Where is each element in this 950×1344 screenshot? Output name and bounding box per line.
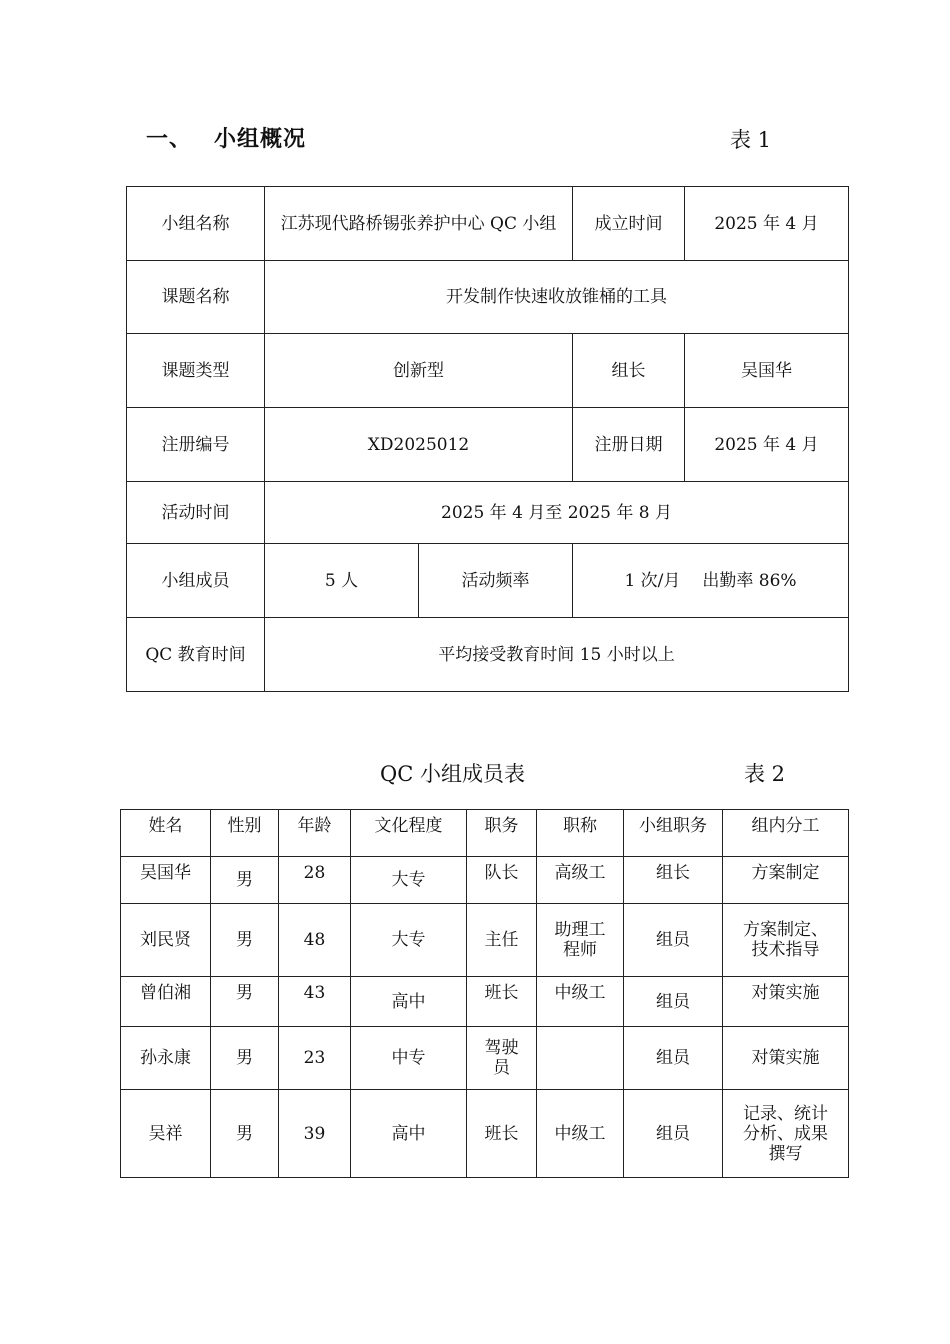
header-gender: 性别 xyxy=(211,810,279,857)
cell-duty: 对策实施 xyxy=(723,977,849,1027)
table-row xyxy=(121,857,849,904)
cell-group-role: 组员 xyxy=(624,977,723,1027)
type-value: 创新型 xyxy=(265,334,573,408)
activity-time-value: 2025 年 4 月至 2025 年 8 月 xyxy=(265,482,849,544)
cell-education: 高中 xyxy=(351,1090,467,1178)
cell-gender: 男 xyxy=(211,904,279,977)
frequency-value: 1 次/月 xyxy=(624,570,681,591)
type-label: 课题类型 xyxy=(127,334,265,408)
topic-value: 开发制作快速收放锥桶的工具 xyxy=(265,261,849,334)
topic-label: 课题名称 xyxy=(127,261,265,334)
cell-position: 驾驶员 xyxy=(467,1027,537,1090)
edu-value: 平均接受教育时间 15 小时以上 xyxy=(265,618,849,692)
group-name-value: 江苏现代路桥锡张养护中心 QC 小组 xyxy=(265,187,573,261)
cell-title xyxy=(537,1027,624,1090)
frequency-label: 活动频率 xyxy=(419,544,573,618)
cell-age: 48 xyxy=(279,904,351,977)
reg-no-label: 注册编号 xyxy=(127,408,265,482)
reg-date-label: 注册日期 xyxy=(573,408,685,482)
group-name-label: 小组名称 xyxy=(127,187,265,261)
cell-name: 吴祥 xyxy=(121,1090,211,1178)
cell-group-role: 组员 xyxy=(624,904,723,977)
attendance-value: 出勤率 86% xyxy=(702,570,797,591)
reg-date-value: 2025 年 4 月 xyxy=(685,408,849,482)
header-title: 职称 xyxy=(537,810,624,857)
cell-education: 中专 xyxy=(351,1027,467,1090)
cell-title: 中级工 xyxy=(537,1090,624,1178)
cell-name: 吴国华 xyxy=(121,857,211,904)
founded-value: 2025 年 4 月 xyxy=(685,187,849,261)
cell-gender: 男 xyxy=(211,857,279,904)
table-2-label: 表 2 xyxy=(744,762,786,786)
table-row xyxy=(121,977,849,1027)
cell-title: 助理工程师 xyxy=(537,904,624,977)
cell-gender: 男 xyxy=(211,977,279,1027)
cell-education: 高中 xyxy=(351,977,467,1027)
cell-duty: 对策实施 xyxy=(723,1027,849,1090)
cell-position: 班长 xyxy=(467,1090,537,1178)
header-name: 姓名 xyxy=(121,810,211,857)
cell-age: 39 xyxy=(279,1090,351,1178)
cell-age: 28 xyxy=(279,857,351,904)
cell-position: 主任 xyxy=(467,904,537,977)
members-table xyxy=(120,809,849,1178)
leader-value: 吴国华 xyxy=(685,334,849,408)
section-number: 一、 xyxy=(146,126,193,152)
overview-table xyxy=(126,186,849,692)
section-heading xyxy=(146,122,306,153)
table-1-label: 表 1 xyxy=(730,128,772,152)
cell-title: 中级工 xyxy=(537,977,624,1027)
cell-name: 曾伯湘 xyxy=(121,977,211,1027)
table-row xyxy=(121,904,849,977)
members-label: 小组成员 xyxy=(127,544,265,618)
header-duty: 组内分工 xyxy=(723,810,849,857)
cell-duty: 方案制定、技术指导 xyxy=(723,904,849,977)
cell-name: 孙永康 xyxy=(121,1027,211,1090)
cell-education: 大专 xyxy=(351,857,467,904)
cell-position: 班长 xyxy=(467,977,537,1027)
members-table-title: QC 小组成员表 xyxy=(380,762,525,786)
cell-group-role: 组长 xyxy=(624,857,723,904)
cell-education: 大专 xyxy=(351,904,467,977)
cell-title: 高级工 xyxy=(537,857,624,904)
leader-label: 组长 xyxy=(573,334,685,408)
section-title: 小组概况 xyxy=(214,126,307,152)
cell-age: 43 xyxy=(279,977,351,1027)
cell-duty: 记录、统计分析、成果撰写 xyxy=(723,1090,849,1178)
header-age: 年龄 xyxy=(279,810,351,857)
cell-age: 23 xyxy=(279,1027,351,1090)
activity-time-label: 活动时间 xyxy=(127,482,265,544)
cell-duty: 方案制定 xyxy=(723,857,849,904)
cell-group-role: 组员 xyxy=(624,1027,723,1090)
table-row xyxy=(121,1090,849,1178)
cell-position: 队长 xyxy=(467,857,537,904)
header-group-role: 小组职务 xyxy=(624,810,723,857)
members-value: 5 人 xyxy=(265,544,419,618)
reg-no-value: XD2025012 xyxy=(265,408,573,482)
cell-name: 刘民贤 xyxy=(121,904,211,977)
cell-group-role: 组员 xyxy=(624,1090,723,1178)
edu-label: QC 教育时间 xyxy=(127,618,265,692)
cell-gender: 男 xyxy=(211,1027,279,1090)
table-row xyxy=(121,1027,849,1090)
cell-gender: 男 xyxy=(211,1090,279,1178)
header-position: 职务 xyxy=(467,810,537,857)
header-education: 文化程度 xyxy=(351,810,467,857)
frequency-cell xyxy=(573,544,849,618)
founded-label: 成立时间 xyxy=(573,187,685,261)
